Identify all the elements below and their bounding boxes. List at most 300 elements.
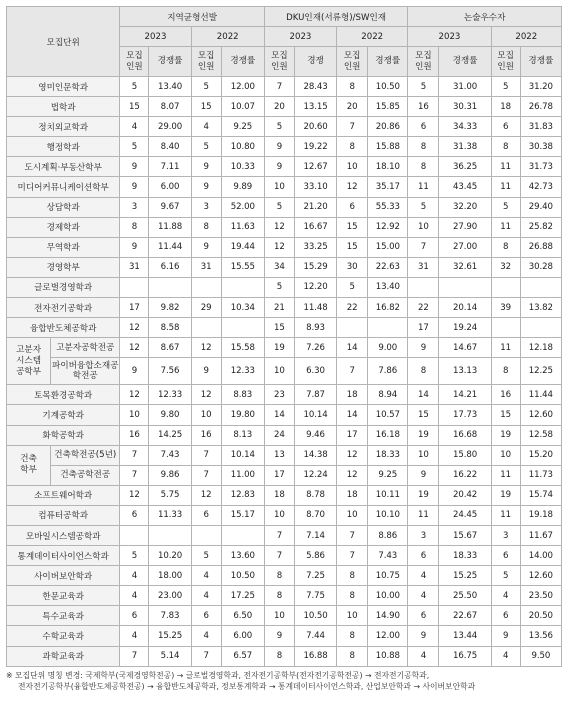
rate-cell: 10.80 [221, 137, 264, 157]
quota-cell: 8 [337, 137, 368, 157]
table-row [7, 606, 562, 626]
quota-cell: 4 [120, 117, 149, 137]
quota-cell: 7 [337, 358, 368, 385]
quota-cell [491, 277, 520, 297]
rate-cell: 15.25 [439, 566, 491, 586]
unit-name: 기계공학과 [7, 405, 120, 425]
quota-cell: 8 [264, 566, 294, 586]
table-row [7, 338, 562, 358]
footnote [6, 670, 562, 692]
rate-cell: 5.14 [149, 646, 191, 666]
quota-cell: 9 [408, 626, 439, 646]
quota-cell: 6 [408, 606, 439, 626]
unit-name: 융합반도체공학과 [7, 318, 120, 338]
rate-cell: 7.87 [294, 385, 336, 405]
rate-cell: 15.58 [221, 338, 264, 358]
unit-name: 특수교육과 [7, 606, 120, 626]
quota-cell: 4 [408, 646, 439, 666]
rate-cell: 16.68 [439, 425, 491, 445]
rate-cell: 20.50 [520, 606, 561, 626]
rate-cell: 9.82 [149, 298, 191, 318]
rate-cell: 11.33 [149, 505, 191, 525]
rate-cell: 13.56 [520, 626, 561, 646]
rate-cell: 16.88 [294, 646, 336, 666]
quota-cell: 7 [337, 525, 368, 545]
unit-name: 통계데이터사이언스학과 [7, 546, 120, 566]
rate-cell: 26.78 [520, 97, 561, 117]
table-row [7, 445, 562, 465]
quota-cell: 8 [337, 646, 368, 666]
quota-cell: 10 [337, 606, 368, 626]
rate-cell: 12.18 [520, 338, 561, 358]
quota-cell: 31 [408, 257, 439, 277]
quota-cell: 7 [264, 546, 294, 566]
quota-cell: 13 [264, 445, 294, 465]
group-label: 건축 학부 [7, 445, 51, 485]
rate-cell: 8.94 [368, 385, 408, 405]
rate-cell: 10.75 [368, 566, 408, 586]
quota-cell: 10 [264, 606, 294, 626]
quota-cell: 24 [264, 425, 294, 445]
quota-cell: 7 [337, 117, 368, 137]
quota-cell: 5 [408, 197, 439, 217]
rate-cell [149, 277, 191, 297]
rate-cell: 13.15 [294, 97, 336, 117]
rate-cell [221, 318, 264, 338]
quota-cell [491, 318, 520, 338]
rate-cell: 32.61 [439, 257, 491, 277]
unit-name: 경제학과 [7, 217, 120, 237]
rate-cell: 31.00 [439, 77, 491, 97]
unit-name: 건축공학전공 [51, 465, 120, 485]
rate-cell: 7.83 [149, 606, 191, 626]
header-subcol: 모집 인원 [408, 47, 439, 77]
header-year: 2022 [191, 27, 264, 47]
quota-cell: 31 [191, 257, 221, 277]
quota-cell: 7 [120, 646, 149, 666]
rate-cell: 43.45 [439, 177, 491, 197]
quota-cell: 11 [491, 157, 520, 177]
rate-cell: 27.00 [439, 237, 491, 257]
rate-cell: 12.58 [520, 425, 561, 445]
rate-cell: 20.14 [439, 298, 491, 318]
unit-name: 영미인문학과 [7, 77, 120, 97]
rate-cell: 8.70 [294, 505, 336, 525]
quota-cell: 7 [191, 445, 221, 465]
quota-cell: 4 [191, 117, 221, 137]
rate-cell: 17.73 [439, 405, 491, 425]
rate-cell: 7.11 [149, 157, 191, 177]
quota-cell: 9 [408, 465, 439, 485]
rate-cell: 12.67 [294, 157, 336, 177]
rate-cell: 7.86 [368, 358, 408, 385]
rate-cell: 31.83 [520, 117, 561, 137]
header-subcol: 경쟁률 [520, 47, 561, 77]
quota-cell: 19 [491, 485, 520, 505]
table-row [7, 318, 562, 338]
quota-cell [120, 525, 149, 545]
rate-cell: 7.43 [368, 546, 408, 566]
quota-cell: 9 [120, 157, 149, 177]
quota-cell: 16 [191, 425, 221, 445]
quota-cell: 12 [337, 465, 368, 485]
quota-cell: 34 [264, 257, 294, 277]
quota-cell: 5 [120, 546, 149, 566]
quota-cell: 5 [491, 77, 520, 97]
unit-name: 글로벌경영학과 [7, 277, 120, 297]
quota-cell: 11 [491, 217, 520, 237]
rate-cell: 10.88 [368, 646, 408, 666]
rate-cell: 27.90 [439, 217, 491, 237]
rate-cell: 10.10 [368, 505, 408, 525]
quota-cell: 17 [120, 298, 149, 318]
rate-cell: 9.50 [520, 646, 561, 666]
unit-name: 경영학부 [7, 257, 120, 277]
rate-cell: 12.25 [520, 358, 561, 385]
quota-cell [337, 318, 368, 338]
quota-cell: 5 [191, 546, 221, 566]
quota-cell: 14 [408, 385, 439, 405]
quota-cell: 4 [120, 586, 149, 606]
quota-cell [408, 277, 439, 297]
rate-cell: 11.73 [520, 465, 561, 485]
quota-cell: 12 [120, 338, 149, 358]
quota-cell: 12 [264, 237, 294, 257]
quota-cell: 16 [120, 425, 149, 445]
rate-cell: 15.80 [439, 445, 491, 465]
rate-cell: 9.89 [221, 177, 264, 197]
quota-cell: 19 [408, 425, 439, 445]
rate-cell: 30.38 [520, 137, 561, 157]
rate-cell: 8.07 [149, 97, 191, 117]
unit-name: 상담학과 [7, 197, 120, 217]
quota-cell: 6 [408, 546, 439, 566]
quota-cell: 5 [264, 197, 294, 217]
quota-cell: 14 [337, 405, 368, 425]
rate-cell: 8.93 [294, 318, 336, 338]
quota-cell: 12 [337, 177, 368, 197]
quota-cell: 10 [264, 505, 294, 525]
rate-cell: 15.67 [439, 525, 491, 545]
header-year: 2023 [264, 27, 336, 47]
quota-cell: 18 [491, 97, 520, 117]
rate-cell: 14.67 [439, 338, 491, 358]
quota-cell: 8 [120, 217, 149, 237]
quota-cell: 6 [191, 505, 221, 525]
quota-cell: 7 [120, 445, 149, 465]
rate-cell: 8.86 [368, 525, 408, 545]
quota-cell: 4 [191, 626, 221, 646]
quota-cell: 5 [191, 77, 221, 97]
table-row [7, 465, 562, 485]
header-group-regional: 지역균형선발 [120, 7, 264, 27]
table-row [7, 237, 562, 257]
quota-cell: 8 [491, 137, 520, 157]
rate-cell: 5.86 [294, 546, 336, 566]
rate-cell: 24.45 [439, 505, 491, 525]
rate-cell: 9.00 [368, 338, 408, 358]
quota-cell: 15 [264, 318, 294, 338]
quota-cell: 7 [120, 465, 149, 485]
rate-cell: 10.50 [221, 566, 264, 586]
quota-cell: 17 [337, 425, 368, 445]
table-row [7, 586, 562, 606]
quota-cell: 7 [191, 646, 221, 666]
quota-cell: 15 [120, 97, 149, 117]
rate-cell: 8.78 [294, 485, 336, 505]
rate-cell: 9.46 [294, 425, 336, 445]
quota-cell: 14 [264, 405, 294, 425]
quota-cell: 30 [337, 257, 368, 277]
rate-cell: 19.18 [520, 505, 561, 525]
quota-cell: 9 [191, 237, 221, 257]
rate-cell: 7.56 [149, 358, 191, 385]
rate-cell: 20.86 [368, 117, 408, 137]
rate-cell: 18.10 [368, 157, 408, 177]
table-row [7, 77, 562, 97]
unit-name: 도시계획·부동산학부 [7, 157, 120, 177]
table-row [7, 385, 562, 405]
quota-cell: 12 [191, 338, 221, 358]
quota-cell: 6 [120, 606, 149, 626]
quota-cell: 4 [191, 586, 221, 606]
unit-name: 행정학과 [7, 137, 120, 157]
quota-cell: 32 [491, 257, 520, 277]
quota-cell: 8 [337, 566, 368, 586]
rate-cell: 7.44 [294, 626, 336, 646]
quota-cell: 5 [491, 197, 520, 217]
header-subcol: 경쟁률 [149, 47, 191, 77]
quota-cell: 10 [120, 405, 149, 425]
quota-cell: 10 [264, 177, 294, 197]
rate-cell: 13.44 [439, 626, 491, 646]
rate-cell: 12.00 [221, 77, 264, 97]
rate-cell: 12.24 [294, 465, 336, 485]
unit-name: 한문교육과 [7, 586, 120, 606]
rate-cell: 13.13 [439, 358, 491, 385]
quota-cell: 12 [264, 217, 294, 237]
rate-cell: 9.25 [221, 117, 264, 137]
quota-cell: 7 [408, 237, 439, 257]
rate-cell: 11.00 [221, 465, 264, 485]
rate-cell: 10.34 [221, 298, 264, 318]
table-row [7, 525, 562, 545]
table-row [7, 217, 562, 237]
rate-cell: 14.38 [294, 445, 336, 465]
quota-cell: 11 [491, 465, 520, 485]
quota-cell: 5 [191, 137, 221, 157]
rate-cell: 31.38 [439, 137, 491, 157]
rate-cell: 12.33 [221, 358, 264, 385]
rate-cell: 16.22 [439, 465, 491, 485]
table-row [7, 137, 562, 157]
rate-cell: 7.43 [149, 445, 191, 465]
header-year: 2023 [120, 27, 191, 47]
quota-cell: 6 [337, 197, 368, 217]
rate-cell: 15.85 [368, 97, 408, 117]
quota-cell: 4 [491, 586, 520, 606]
table-row [7, 277, 562, 297]
rate-cell: 14.00 [520, 546, 561, 566]
rate-cell: 10.07 [221, 97, 264, 117]
quota-cell: 8 [491, 237, 520, 257]
rate-cell [149, 525, 191, 545]
rate-cell: 20.60 [294, 117, 336, 137]
quota-cell: 15 [337, 237, 368, 257]
rate-cell: 8.13 [221, 425, 264, 445]
quota-cell: 8 [264, 586, 294, 606]
rate-cell: 7.14 [294, 525, 336, 545]
table-row [7, 358, 562, 385]
quota-cell: 12 [120, 318, 149, 338]
rate-cell: 26.88 [520, 237, 561, 257]
quota-cell: 9 [264, 157, 294, 177]
table-row [7, 405, 562, 425]
header-year: 2023 [408, 27, 491, 47]
rate-cell: 10.20 [149, 546, 191, 566]
quota-cell: 12 [120, 485, 149, 505]
unit-name: 건축학전공(5년) [51, 445, 120, 465]
quota-cell: 11 [491, 505, 520, 525]
header-subcol: 경쟁 [294, 47, 336, 77]
quota-cell: 4 [191, 566, 221, 586]
quota-cell: 20 [264, 97, 294, 117]
unit-name: 정치외교학과 [7, 117, 120, 137]
admission-table-container [6, 6, 562, 692]
quota-cell [191, 525, 221, 545]
quota-cell: 19 [491, 425, 520, 445]
quota-cell: 6 [191, 606, 221, 626]
header-subcol: 모집 인원 [491, 47, 520, 77]
quota-cell: 5 [264, 277, 294, 297]
quota-cell: 10 [491, 445, 520, 465]
table-row [7, 425, 562, 445]
quota-cell: 9 [191, 177, 221, 197]
quota-cell: 12 [337, 445, 368, 465]
quota-cell: 7 [264, 525, 294, 545]
table-row [7, 626, 562, 646]
rate-cell: 15.55 [221, 257, 264, 277]
quota-cell: 9 [408, 338, 439, 358]
quota-cell: 4 [408, 586, 439, 606]
quota-cell: 19 [408, 485, 439, 505]
rate-cell: 18.00 [149, 566, 191, 586]
unit-name: 무역학과 [7, 237, 120, 257]
unit-name: 과학교육과 [7, 646, 120, 666]
quota-cell: 9 [120, 177, 149, 197]
rate-cell: 31.20 [520, 77, 561, 97]
rate-cell: 12.60 [520, 566, 561, 586]
rate-cell: 15.74 [520, 485, 561, 505]
header-subcol: 경쟁률 [439, 47, 491, 77]
rate-cell: 7.26 [294, 338, 336, 358]
quota-cell: 9 [264, 626, 294, 646]
table-row [7, 546, 562, 566]
table-row [7, 97, 562, 117]
rate-cell: 9.86 [149, 465, 191, 485]
rate-cell: 13.40 [368, 277, 408, 297]
rate-cell: 30.31 [439, 97, 491, 117]
rate-cell: 11.48 [294, 298, 336, 318]
rate-cell: 21.20 [294, 197, 336, 217]
rate-cell: 25.50 [439, 586, 491, 606]
rate-cell: 10.00 [368, 586, 408, 606]
quota-cell: 16 [408, 97, 439, 117]
header-group-essay: 논술우수자 [408, 7, 562, 27]
rate-cell [221, 277, 264, 297]
rate-cell: 19.24 [439, 318, 491, 338]
quota-cell: 3 [491, 525, 520, 545]
quota-cell: 5 [120, 77, 149, 97]
quota-cell: 6 [491, 117, 520, 137]
quota-cell: 22 [337, 298, 368, 318]
footnote-line-1: ※ 모집단위 명칭 변경: 국제학부(국제경영학전공) → 글로벌경영학과, 전자전기공학부(전자전기공학전공) → 전자전기공학과, [6, 670, 430, 680]
quota-cell: 8 [408, 358, 439, 385]
rate-cell: 10.14 [221, 445, 264, 465]
rate-cell [368, 318, 408, 338]
quota-cell: 8 [491, 358, 520, 385]
table-row [7, 485, 562, 505]
header-subcol: 모집 인원 [120, 47, 149, 77]
rate-cell: 18.33 [368, 445, 408, 465]
rate-cell: 16.82 [368, 298, 408, 318]
quota-cell: 5 [408, 77, 439, 97]
rate-cell: 19.22 [294, 137, 336, 157]
quota-cell [191, 277, 221, 297]
quota-cell: 21 [264, 298, 294, 318]
quota-cell: 11 [491, 177, 520, 197]
quota-cell: 5 [120, 137, 149, 157]
quota-cell: 5 [264, 117, 294, 137]
quota-cell: 8 [408, 157, 439, 177]
rate-cell: 6.00 [221, 626, 264, 646]
rate-cell: 28.43 [294, 77, 336, 97]
header-subcol: 모집 인원 [264, 47, 294, 77]
rate-cell: 35.17 [368, 177, 408, 197]
quota-cell: 5 [491, 566, 520, 586]
rate-cell: 16.75 [439, 646, 491, 666]
table-row [7, 646, 562, 666]
rate-cell: 20.42 [439, 485, 491, 505]
rate-cell: 42.73 [520, 177, 561, 197]
rate-cell: 12.83 [221, 485, 264, 505]
quota-cell: 8 [337, 77, 368, 97]
rate-cell: 8.67 [149, 338, 191, 358]
rate-cell: 10.50 [294, 606, 336, 626]
rate-cell: 12.92 [368, 217, 408, 237]
rate-cell: 16.67 [294, 217, 336, 237]
quota-cell: 15 [337, 217, 368, 237]
quota-cell: 10 [408, 445, 439, 465]
rate-cell: 18.33 [439, 546, 491, 566]
rate-cell: 6.50 [221, 606, 264, 626]
competition-rate-table [6, 6, 562, 667]
quota-cell: 9 [120, 237, 149, 257]
rate-cell: 10.57 [368, 405, 408, 425]
rate-cell: 19.44 [221, 237, 264, 257]
header-year: 2022 [337, 27, 408, 47]
quota-cell: 4 [491, 646, 520, 666]
rate-cell: 7.75 [294, 586, 336, 606]
quota-cell: 20 [337, 97, 368, 117]
quota-cell: 23 [264, 385, 294, 405]
quota-cell: 22 [408, 298, 439, 318]
unit-name: 전자전기공학과 [7, 298, 120, 318]
rate-cell: 55.33 [368, 197, 408, 217]
header-subcol: 경쟁률 [221, 47, 264, 77]
quota-cell: 17 [408, 318, 439, 338]
header-unit: 모집단위 [7, 7, 120, 77]
